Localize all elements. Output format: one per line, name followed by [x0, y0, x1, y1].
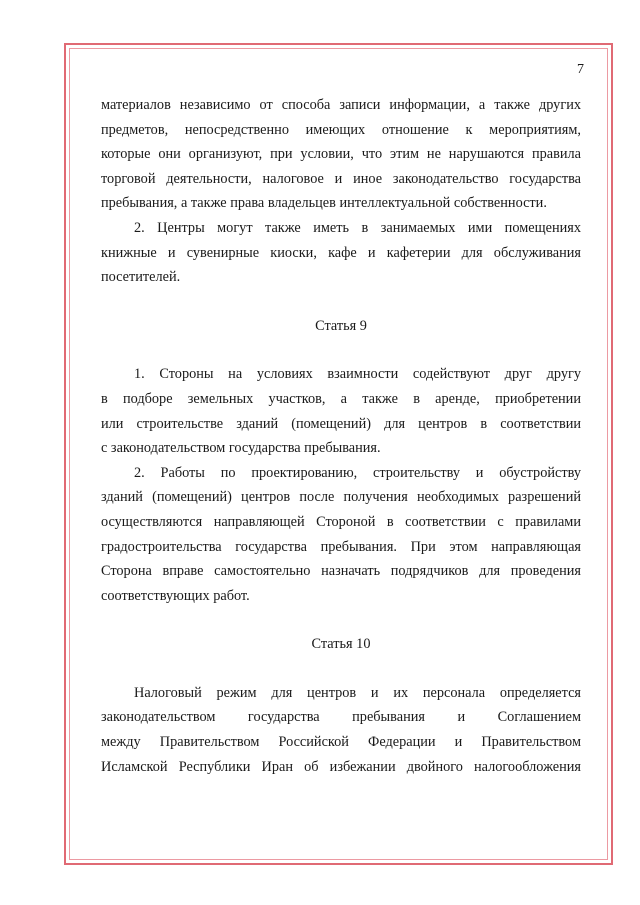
- text-line: Налоговый режим для центров и их персонала определяется: [134, 684, 581, 701]
- text-line: между Правительством Российской Федерации и Правительством: [101, 734, 581, 751]
- text-line: законодательством государства пребывания и Соглашением: [101, 709, 581, 726]
- text-line: материалов независимо от способа записи информации, а также других: [101, 97, 581, 113]
- text-line: Исламской Республики Иран об избежании двойного налогообложения: [101, 758, 581, 775]
- text-line: в подборе земельных участков, а также в аренде, приобретении: [101, 390, 581, 407]
- text-line: 1. Стороны на условиях взаимности содействуют друг другу: [134, 366, 581, 383]
- text-line: Сторона вправе самостоятельно назначать подрядчиков для проведения: [101, 563, 581, 580]
- paragraph-8-2: [101, 216, 581, 290]
- text-line: 2. Центры могут также иметь в занимаемых ими помещениях: [134, 219, 581, 236]
- paragraph-9-2: [101, 461, 581, 609]
- paragraph-continued: [101, 93, 581, 216]
- article-10-heading: Статья 10: [311, 636, 371, 653]
- text-line: с законодательством государства пребывания.: [101, 440, 381, 457]
- text-line: или строительстве зданий (помещений) для центров в соответствии: [101, 415, 581, 432]
- text-line: пребывания, а также права владельцев интеллектуальной собственности.: [101, 195, 547, 212]
- text-line: градостроительства государства пребывания. При этом направляющая: [101, 538, 581, 555]
- text-line: предметов, непосредственно имеющих отношение к мероприятиям,: [101, 121, 581, 138]
- text-line: соответствующих работ.: [101, 587, 250, 604]
- text-line: осуществляются направляющей Стороной в соответствии с правилами: [101, 513, 581, 530]
- text-line: книжные и сувенирные киоски, кафе и кафетерии для обслуживания: [101, 244, 581, 261]
- text-line: посетителей.: [101, 269, 181, 286]
- text-line: торговой деятельности, налоговое и иное законодательство государства: [101, 170, 581, 187]
- paragraph-9-1: [101, 362, 581, 460]
- text-line: 2. Работы по проектированию, строительству и обустройству: [134, 464, 581, 481]
- page-number: 7: [577, 62, 584, 77]
- text-line: которые они организуют, при условии, что этим не нарушаются правила: [101, 146, 581, 163]
- document-body: [101, 93, 581, 779]
- article-9-heading: Статья 9: [315, 317, 367, 334]
- text-line: зданий (помещений) центров после получения необходимых разрешений: [101, 489, 581, 506]
- paragraph-10: [101, 681, 581, 779]
